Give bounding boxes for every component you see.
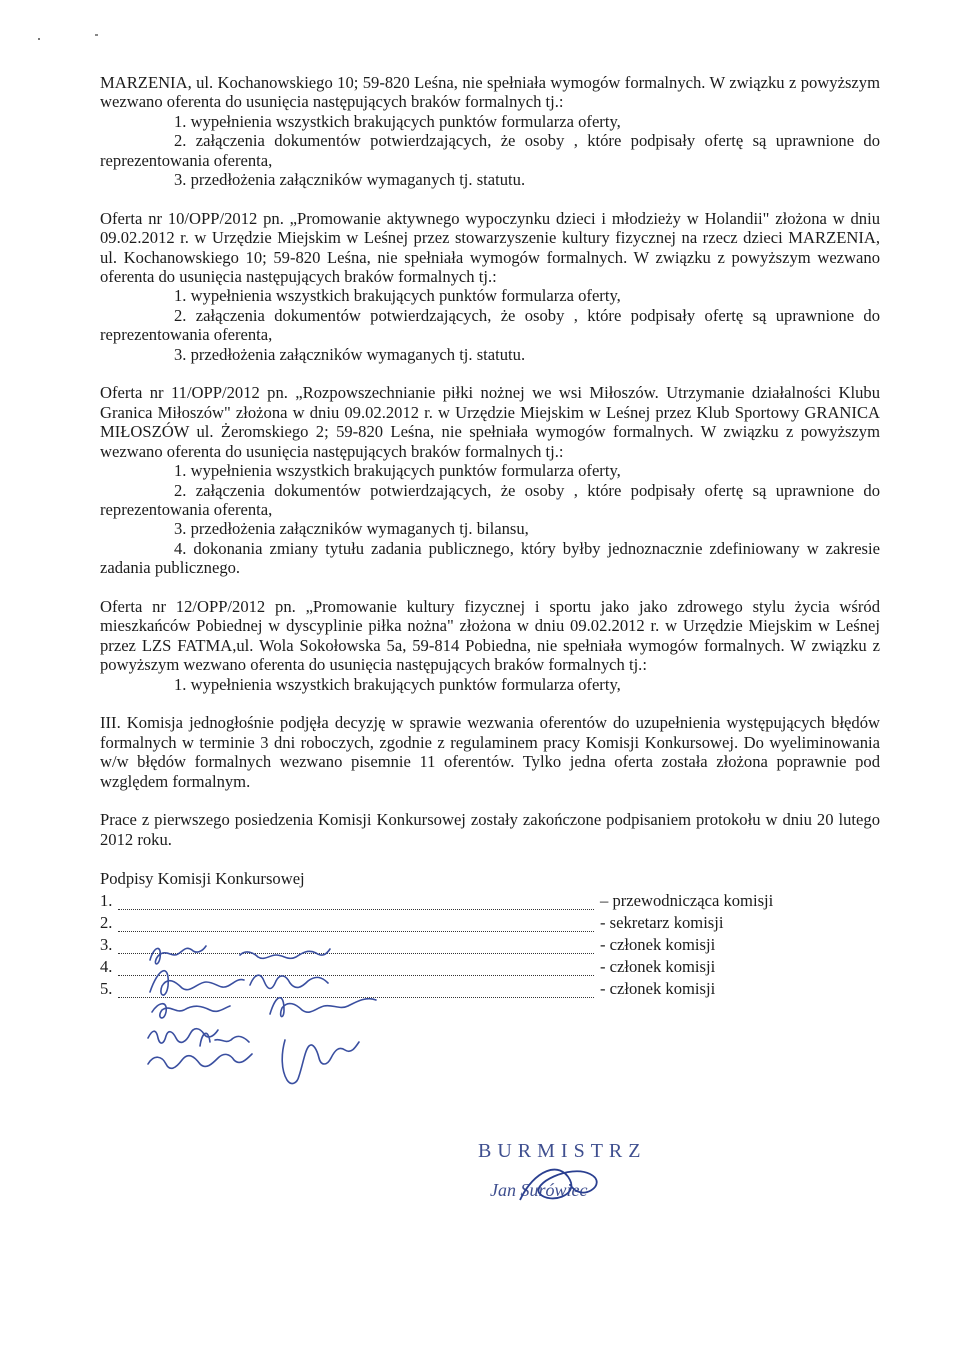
list-item: 4. dokonania zmiany tytułu zadania publicznego, który byłby jednoznacznie zdefiniowany w zakresie zadania publicznego.: [100, 538, 880, 578]
signature-role: - członek komisji: [600, 956, 716, 976]
stamp-title: BURMISTRZ: [478, 1140, 647, 1162]
scan-speck: [95, 34, 98, 36]
paragraph-closing: Prace z pierwszego posiedzenia Komisji Konkursowej zostały zakończone podpisaniem protokołu w dniu 20 lutego 2012 roku.: [100, 810, 880, 849]
signature-line: 4. - członek komisji: [100, 956, 716, 976]
paragraph-offer-10: Oferta nr 10/OPP/2012 pn. „Promowanie aktywnego wypoczynku dzieci i młodzieży w Holandii" złożona w dniu 09.02.2012 r. w Urzędzie Miejskim w Leśnej przez stowarzyszenie kultury fizycznej na rzecz dzieci MARZENIA, ul. Kochanowskiego 10; 59-820 Leśna, nie spełniała wymogów formalnych. W związku z powyższym wezwano oferenta do usunięcia następujących braków formalnych tj.:: [100, 208, 880, 287]
signature-dots: [118, 895, 594, 910]
signature-role: - członek komisji: [600, 978, 716, 998]
signature-dots: [118, 939, 594, 954]
stamp-name: Jan Surówiec: [490, 1180, 588, 1200]
list-item: 2. załączenia dokumentów potwierdzających, że osoby , które podpisały ofertę są uprawnione do reprezentowania oferenta,: [100, 305, 880, 345]
mayor-stamp: [470, 1140, 670, 1230]
list-item: 3. przedłożenia załączników wymaganych tj. statutu.: [174, 344, 526, 364]
list-item: 1. wypełnienia wszystkich brakujących punktów formularza oferty,: [174, 461, 621, 481]
paragraph-offer-11: Oferta nr 11/OPP/2012 pn. „Rozpowszechnianie piłki nożnej we wsi Miłoszów. Utrzymanie działalności Klubu Granica Miłoszów" złożona w dniu 09.02.2012 r. w Urzędzie Miejskim w Leśnej przez Klub Sportowy GRANICA MIŁOSZÓW ul. Żeromskiego 2; 59-820 Leśna, nie spełniała wymogów formalnych. W związku z powyższym wezwano oferenta do usunięcia następujących braków formalnych tj.:: [100, 383, 880, 461]
list-item: 1. wypełnienia wszystkich brakujących punktów formularza oferty,: [174, 111, 621, 131]
signature-line: 1. – przewodnicząca komisji: [100, 890, 774, 910]
signature-4: [148, 1029, 249, 1046]
document-body: [100, 73, 880, 998]
paragraph-intro: MARZENIA, ul. Kochanowskiego 10; 59-820 Leśna, nie spełniała wymogów formalnych. W związku z powyższym wezwano oferenta do usunięcia następujących braków formalnych tj.:: [100, 73, 880, 112]
signature-3: [152, 998, 376, 1018]
paragraph-section-iii: III. Komisja jednogłośnie podjęła decyzję w sprawie wezwania oferentów do uzupełnienia występujących błędów formalnych w terminie 3 dni roboczych, zgodnie z regulaminem pracy Komisji Konkursowej. Do wyeliminowania w/w błędów formalnych wezwano pisemnie 11 oferentów. Tylko jedna oferta została złożona poprawnie pod względem formalnym.: [100, 713, 880, 791]
signature-role: - sekretarz komisji: [600, 912, 724, 932]
stamp-signature: [470, 1140, 670, 1230]
paragraph-offer-12: Oferta nr 12/OPP/2012 pn. „Promowanie kultury fizycznej i sportu jako jako zdrowego stylu życia wśród mieszkańców Pobiednej w dyscyplinie piłka nożna" złożona w dniu 09.02.2012 r. w Urzędzie Miejskim w Leśnej przez LZS FATMA,ul. Wola Sokołowska 5a, 59-814 Pobiedna, nie spełniała wymogów formalnych. W związku z powyższym wezwano oferenta do usunięcia następujących braków formalnych tj.:: [100, 596, 880, 675]
list-item: 3. przedłożenia załączników wymaganych tj. statutu.: [174, 170, 526, 190]
list-item: 2. załączenia dokumentów potwierdzających, że osoby , które podpisały ofertę są uprawnione do reprezentowania oferenta,: [100, 131, 880, 170]
signature-dots: [118, 917, 594, 932]
signature-line: 3. - członek komisji: [100, 934, 716, 954]
signature-line: 5. - członek komisji: [100, 978, 716, 998]
signature-role: - członek komisji: [600, 934, 716, 954]
list-item: 1. wypełnienia wszystkich brakujących punktów formularza oferty,: [174, 286, 621, 306]
signature-dots: [118, 983, 594, 998]
list-item: 2. załączenia dokumentów potwierdzających, że osoby , które podpisały ofertę są uprawnione do reprezentowania oferenta,: [100, 480, 880, 519]
signature-line: 2. - sekretarz komisji: [100, 912, 724, 932]
signature-dots: [118, 961, 594, 976]
scan-speck: [38, 38, 40, 40]
list-item: 1. wypełnienia wszystkich brakujących punktów formularza oferty,: [174, 674, 621, 694]
signature-role: – przewodnicząca komisji: [600, 890, 774, 910]
list-item: 3. przedłożenia załączników wymaganych tj. bilansu,: [174, 519, 529, 539]
signature-5: [148, 1040, 359, 1083]
signatures-title: Podpisy Komisji Konkursowej: [100, 868, 305, 888]
